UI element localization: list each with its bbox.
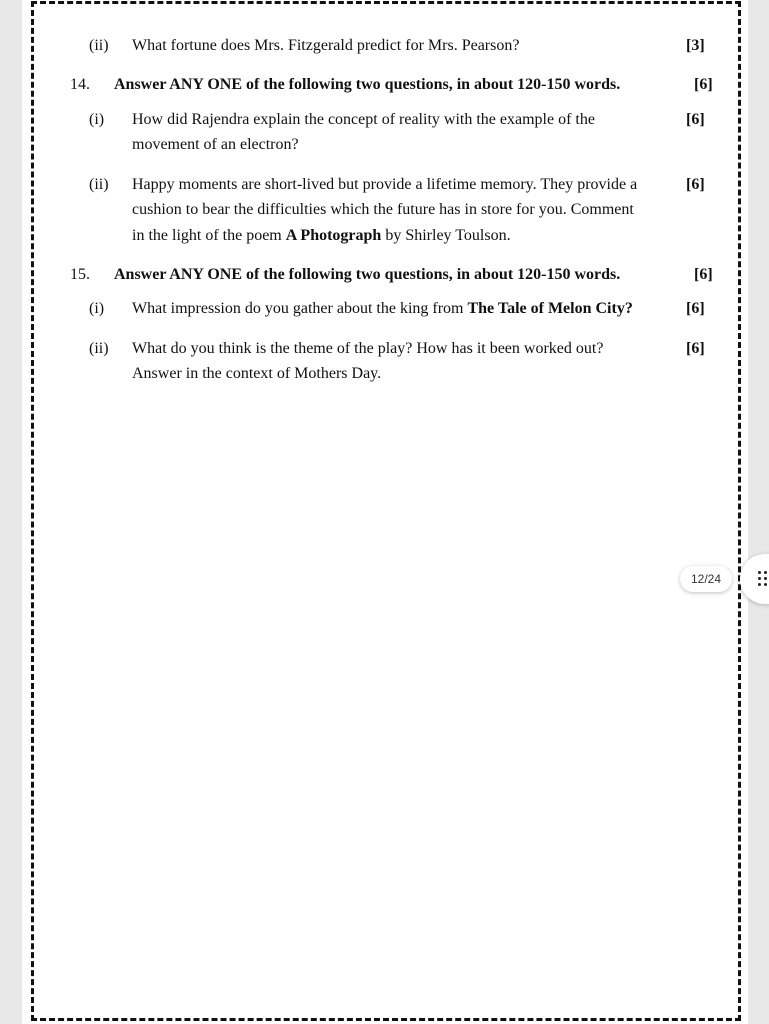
q15-part1-label: (i)	[89, 300, 105, 317]
q15-part1-line1	[132, 299, 633, 319]
page-indicator: 12/24	[680, 566, 732, 592]
q15-part2-marks: [6]	[686, 340, 705, 357]
q14-part2-line3	[132, 226, 511, 246]
q14-part1-label: (i)	[89, 111, 105, 128]
q15-part1-marks: [6]	[686, 300, 705, 317]
q14-part1-line2: movement of an electron?	[132, 136, 299, 153]
q14-part2-poem-title: A Photograph	[285, 227, 382, 244]
q14-part2-line1: Happy moments are short-lived but provide a lifetime memory. They provide a	[132, 176, 638, 193]
q15-part1-line1-pre: What impression do you gather about the king from	[132, 300, 468, 317]
q15-marks: [6]	[694, 266, 713, 283]
q14-number: 14.	[70, 76, 90, 93]
q14-heading: Answer ANY ONE of the following two questions, in about 120-150 words.	[114, 76, 621, 93]
q14-part1-line1: How did Rajendra explain the concept of reality with the example of the	[132, 111, 595, 128]
q15-heading: Answer ANY ONE of the following two questions, in about 120-150 words.	[114, 266, 621, 283]
q15-part2-line2: Answer in the context of Mothers Day.	[132, 365, 382, 382]
q14-part2-marks: [6]	[686, 176, 705, 193]
q13-part-marks: [3]	[686, 37, 705, 54]
q14-part1-marks: [6]	[686, 111, 705, 128]
q13-part-label: (ii)	[89, 37, 109, 54]
q14-part2-label: (ii)	[89, 176, 109, 193]
q14-marks: [6]	[694, 76, 713, 93]
q13-part-text: What fortune does Mrs. Fitzgerald predict for Mrs. Pearson?	[132, 37, 520, 54]
q14-part2-line3-pre: in the light of the poem	[132, 227, 286, 244]
drag-dots-icon	[758, 571, 768, 587]
q15-number: 15.	[70, 266, 90, 283]
q14-part2-line2: cushion to bear the difficulties which the future has in store for you. Comment	[132, 201, 634, 218]
q15-part1-story-title: The Tale of Melon City?	[467, 300, 633, 317]
q15-part2-line1: What do you think is the theme of the play? How has it been worked out?	[132, 340, 604, 357]
q15-part2-label: (ii)	[89, 340, 109, 357]
q14-part2-line3-post: by Shirley Toulson.	[381, 227, 511, 244]
